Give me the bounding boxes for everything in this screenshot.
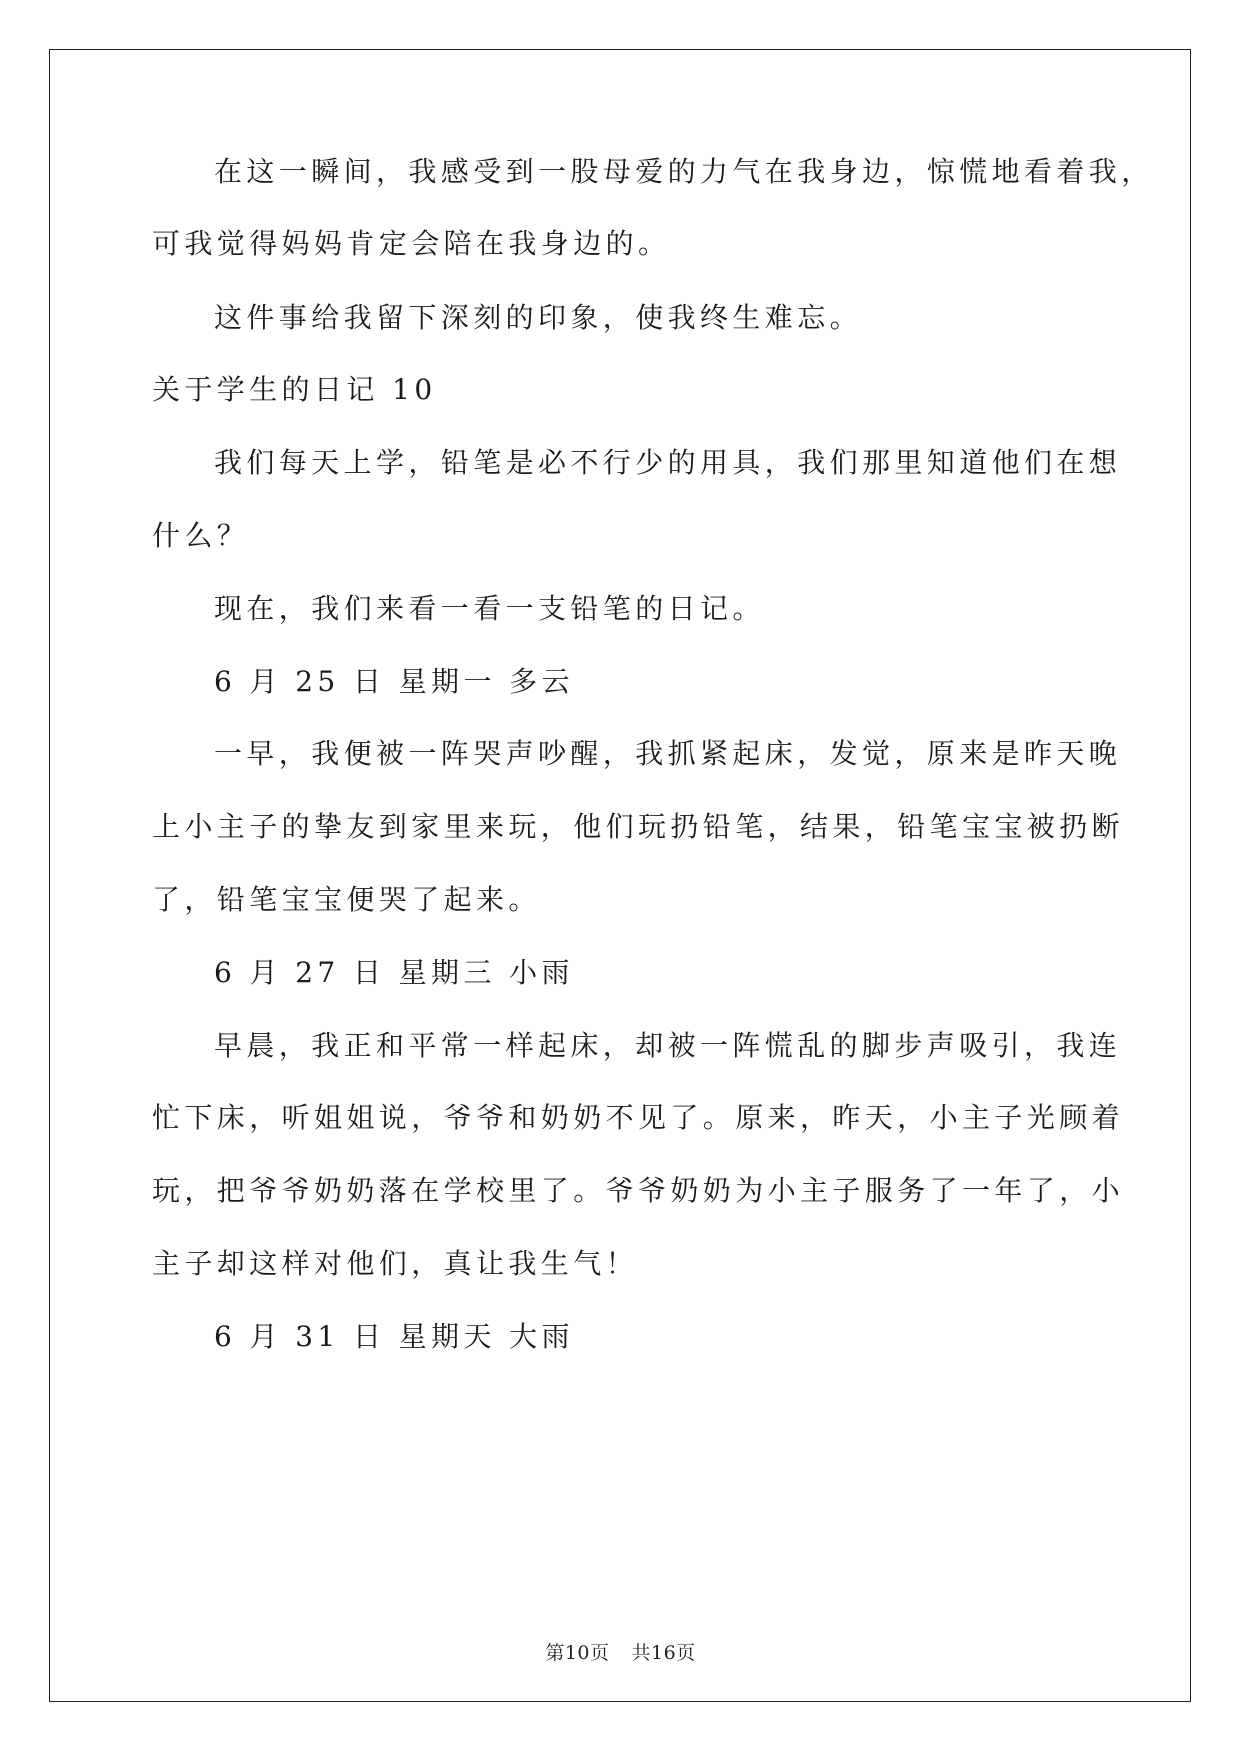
section-heading: 关于学生的日记 10: [152, 373, 437, 406]
page-total: 共16页: [631, 1642, 696, 1664]
paragraph-line: 可我觉得妈妈肯定会陪在我身边的。: [152, 227, 671, 260]
paragraph-line: 玩，把爷爷奶奶落在学校里了。爷爷奶奶为小主子服务了一年了，小: [152, 1174, 1125, 1207]
diary-date-line: 6 月 27 日 星期三 小雨: [214, 956, 574, 989]
diary-date-line: 6 月 31 日 星期天 大雨: [214, 1320, 574, 1353]
paragraph-line: 忙下床，听姐姐说，爷爷和奶奶不见了。原来，昨天，小主子光顾着: [152, 1101, 1125, 1134]
paragraph-line: 这件事给我留下深刻的印象，使我终生难忘。: [214, 301, 863, 334]
page-footer: [0, 1638, 1241, 1665]
paragraph-line: 在这一瞬间，我感受到一股母爱的力气在我身边，惊慌地看着我，: [214, 155, 1154, 188]
diary-date-line: 6 月 25 日 星期一 多云: [214, 665, 574, 698]
paragraph-line: 现在，我们来看一看一支铅笔的日记。: [214, 592, 765, 625]
page-border: [49, 49, 1191, 1702]
page-number: 第10页: [545, 1642, 610, 1664]
paragraph-line: 了，铅笔宝宝便哭了起来。: [152, 883, 541, 916]
paragraph-line: 早晨，我正和平常一样起床，却被一阵慌乱的脚步声吸引，我连: [214, 1029, 1122, 1062]
paragraph-line: 什么？: [152, 519, 250, 552]
paragraph-line: 我们每天上学，铅笔是必不行少的用具，我们那里知道他们在想: [214, 446, 1122, 479]
paragraph-line: 上小主子的挚友到家里来玩，他们玩扔铅笔，结果，铅笔宝宝被扔断: [152, 810, 1125, 843]
paragraph-line: 一早，我便被一阵哭声吵醒，我抓紧起床，发觉，原来是昨天晚: [214, 737, 1122, 770]
paragraph-line: 主子却这样对他们，真让我生气！: [152, 1247, 639, 1280]
